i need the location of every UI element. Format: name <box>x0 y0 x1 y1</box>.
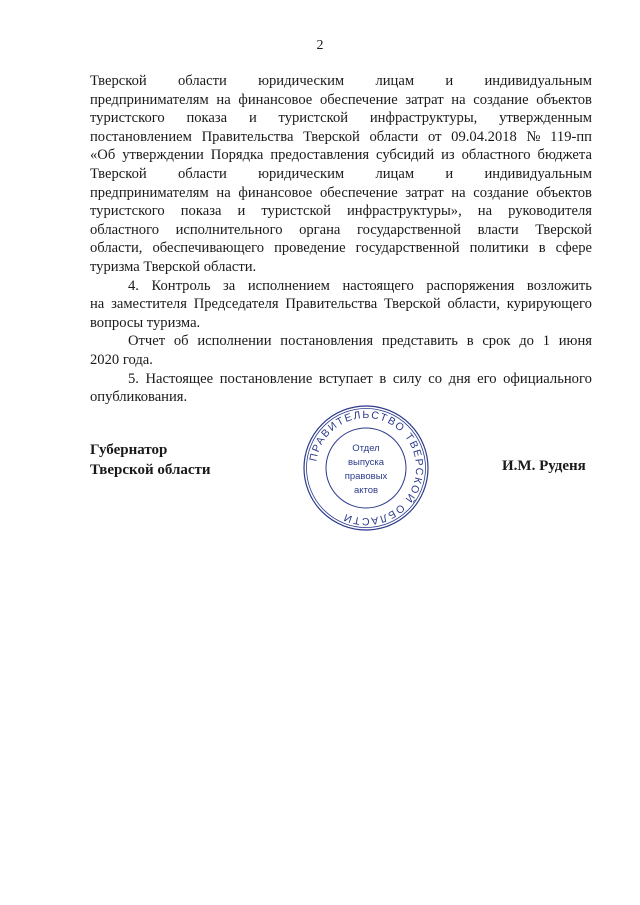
word: 5. <box>128 370 139 387</box>
text-line <box>90 221 592 240</box>
word: областного <box>90 221 159 238</box>
word: возложить <box>526 277 592 294</box>
stamp-ring-text: ПРАВИТЕЛЬСТВО ТВЕРСКОЙ ОБЛАСТИ <box>307 408 426 528</box>
word: инфраструктуры, <box>369 110 478 127</box>
stamp-inner-ring <box>326 428 406 508</box>
word: 09.04.2018 <box>451 128 517 145</box>
word: его <box>477 370 497 387</box>
word: на <box>451 91 466 108</box>
word: лицам <box>375 73 415 89</box>
word: руководителя <box>508 203 592 220</box>
stamp-center-line-2: выпуска <box>347 457 385 468</box>
word: обеспечение <box>319 91 398 108</box>
text-line <box>90 295 592 314</box>
word: объектов <box>536 184 592 201</box>
word: официального <box>503 370 592 387</box>
word: исполнением <box>247 277 330 294</box>
word: Контроль <box>151 277 211 294</box>
word: Тверской <box>303 128 360 145</box>
word: бюджета <box>537 147 592 164</box>
word: на <box>216 91 231 108</box>
word: политики <box>469 240 529 257</box>
word: исполнении <box>197 333 272 350</box>
word: туризма Тверской области. <box>90 258 257 275</box>
text-line <box>90 202 592 221</box>
word: финансовое <box>238 91 313 108</box>
text-line <box>90 91 592 110</box>
word: туристской <box>261 203 331 220</box>
word: Тверской <box>90 165 147 182</box>
word: финансовое <box>238 184 313 201</box>
word: утвержденным <box>499 110 592 127</box>
stamp-center-line-3: правовых <box>344 471 388 482</box>
word: обеспечивающего <box>152 240 265 257</box>
word: области, <box>90 240 143 257</box>
word: в <box>538 240 546 257</box>
word: туристского <box>90 203 165 220</box>
word: 119-пп <box>550 128 592 145</box>
stamp-center-line-1: Отдел <box>352 443 380 454</box>
word: юридическим <box>258 73 345 89</box>
word: на <box>451 184 466 201</box>
word: июня <box>558 333 592 350</box>
word: Настоящее <box>145 370 214 387</box>
word: 1 <box>542 333 550 350</box>
word: создание <box>473 184 529 201</box>
word: власти <box>477 221 519 238</box>
word: создание <box>473 91 529 108</box>
word: до <box>519 333 534 350</box>
word: туристского <box>90 110 165 127</box>
word: и <box>445 165 454 182</box>
word: государственной <box>356 221 461 238</box>
page-number: 2 <box>316 38 324 53</box>
word: вступает <box>318 370 373 387</box>
word: в <box>379 370 387 387</box>
word: заместителя <box>111 296 187 313</box>
word: показа <box>186 110 228 127</box>
word: постановлением <box>90 128 192 145</box>
word: вопросы туризма. <box>90 314 201 331</box>
word: Правительства <box>201 128 294 145</box>
word: распоряжения <box>426 277 515 294</box>
word: постановление <box>219 370 313 387</box>
text-line <box>90 146 592 165</box>
word: со <box>428 370 443 387</box>
word: предоставления <box>270 147 370 164</box>
word: области <box>178 73 227 89</box>
word: юридическим <box>258 165 345 182</box>
word: об <box>173 333 189 350</box>
text-line <box>90 72 592 91</box>
word: лицам <box>375 165 415 182</box>
signatory-title <box>90 440 211 480</box>
stamp-outer-ring <box>304 406 428 530</box>
word: затрат <box>405 91 444 108</box>
word: Тверской <box>535 221 592 238</box>
word: индивидуальным <box>484 73 592 89</box>
text-line <box>90 109 592 128</box>
signatory-title-line2: Тверской области <box>90 462 211 478</box>
text-line <box>90 184 592 203</box>
text-line <box>90 332 592 351</box>
word: Порядка <box>210 147 264 164</box>
word: Отчет <box>128 333 166 350</box>
word: 2020 года. <box>90 351 153 368</box>
word: на <box>90 296 105 313</box>
word: 4. <box>128 277 139 294</box>
word: государственной <box>355 240 460 257</box>
word: представить <box>381 333 458 350</box>
word: постановления <box>280 333 374 350</box>
text-line <box>90 370 592 389</box>
word: утверждении <box>122 147 204 164</box>
word: сфере <box>555 240 592 257</box>
word: объектов <box>536 91 592 108</box>
word: и <box>445 73 454 89</box>
word: проведение <box>274 240 346 257</box>
word: настоящего <box>342 277 414 294</box>
stamp-center-line-4: актов <box>353 485 379 496</box>
word: показа <box>180 203 222 220</box>
word: туристской <box>278 110 349 127</box>
word: и <box>248 110 257 127</box>
word: на <box>477 203 493 220</box>
word: обеспечение <box>319 184 398 201</box>
word: предпринимателям <box>90 184 209 201</box>
official-stamp <box>301 403 431 533</box>
word: Председателя <box>193 296 279 313</box>
word: опубликования. <box>90 389 188 406</box>
text-line <box>90 314 592 333</box>
word: и <box>237 203 246 220</box>
text-line <box>90 165 592 184</box>
word: Тверской <box>90 73 147 89</box>
word: предпринимателям <box>90 91 209 108</box>
word: за <box>223 277 236 294</box>
word: области <box>178 165 227 182</box>
word: «Об <box>90 147 116 164</box>
text-line <box>90 239 592 258</box>
word: силу <box>392 370 422 387</box>
word: областного <box>461 147 531 164</box>
text-line <box>90 277 592 296</box>
word: индивидуальным <box>484 165 592 182</box>
text-line <box>90 128 592 147</box>
word: исполнительного <box>175 221 283 238</box>
word: области, <box>447 296 500 313</box>
text-line <box>90 351 592 370</box>
word: инфраструктуры», <box>347 203 462 220</box>
word: на <box>216 184 231 201</box>
text-line <box>90 258 592 277</box>
signatory-name: И.М. Руденя <box>502 458 586 474</box>
word: от <box>427 128 442 145</box>
word: Правительства <box>285 296 378 313</box>
word: срок <box>482 333 511 350</box>
word: курирующего <box>506 296 592 313</box>
word: дня <box>448 370 471 387</box>
word: органа <box>299 221 341 238</box>
word: из <box>441 147 455 164</box>
word: № <box>526 128 541 145</box>
word: Тверской <box>383 296 441 313</box>
word: затрат <box>405 184 444 201</box>
signatory-title-line1: Губернатор <box>90 442 168 458</box>
body-text <box>90 72 592 407</box>
word: в <box>466 333 474 350</box>
word: области <box>369 128 419 145</box>
word: субсидий <box>376 147 435 164</box>
